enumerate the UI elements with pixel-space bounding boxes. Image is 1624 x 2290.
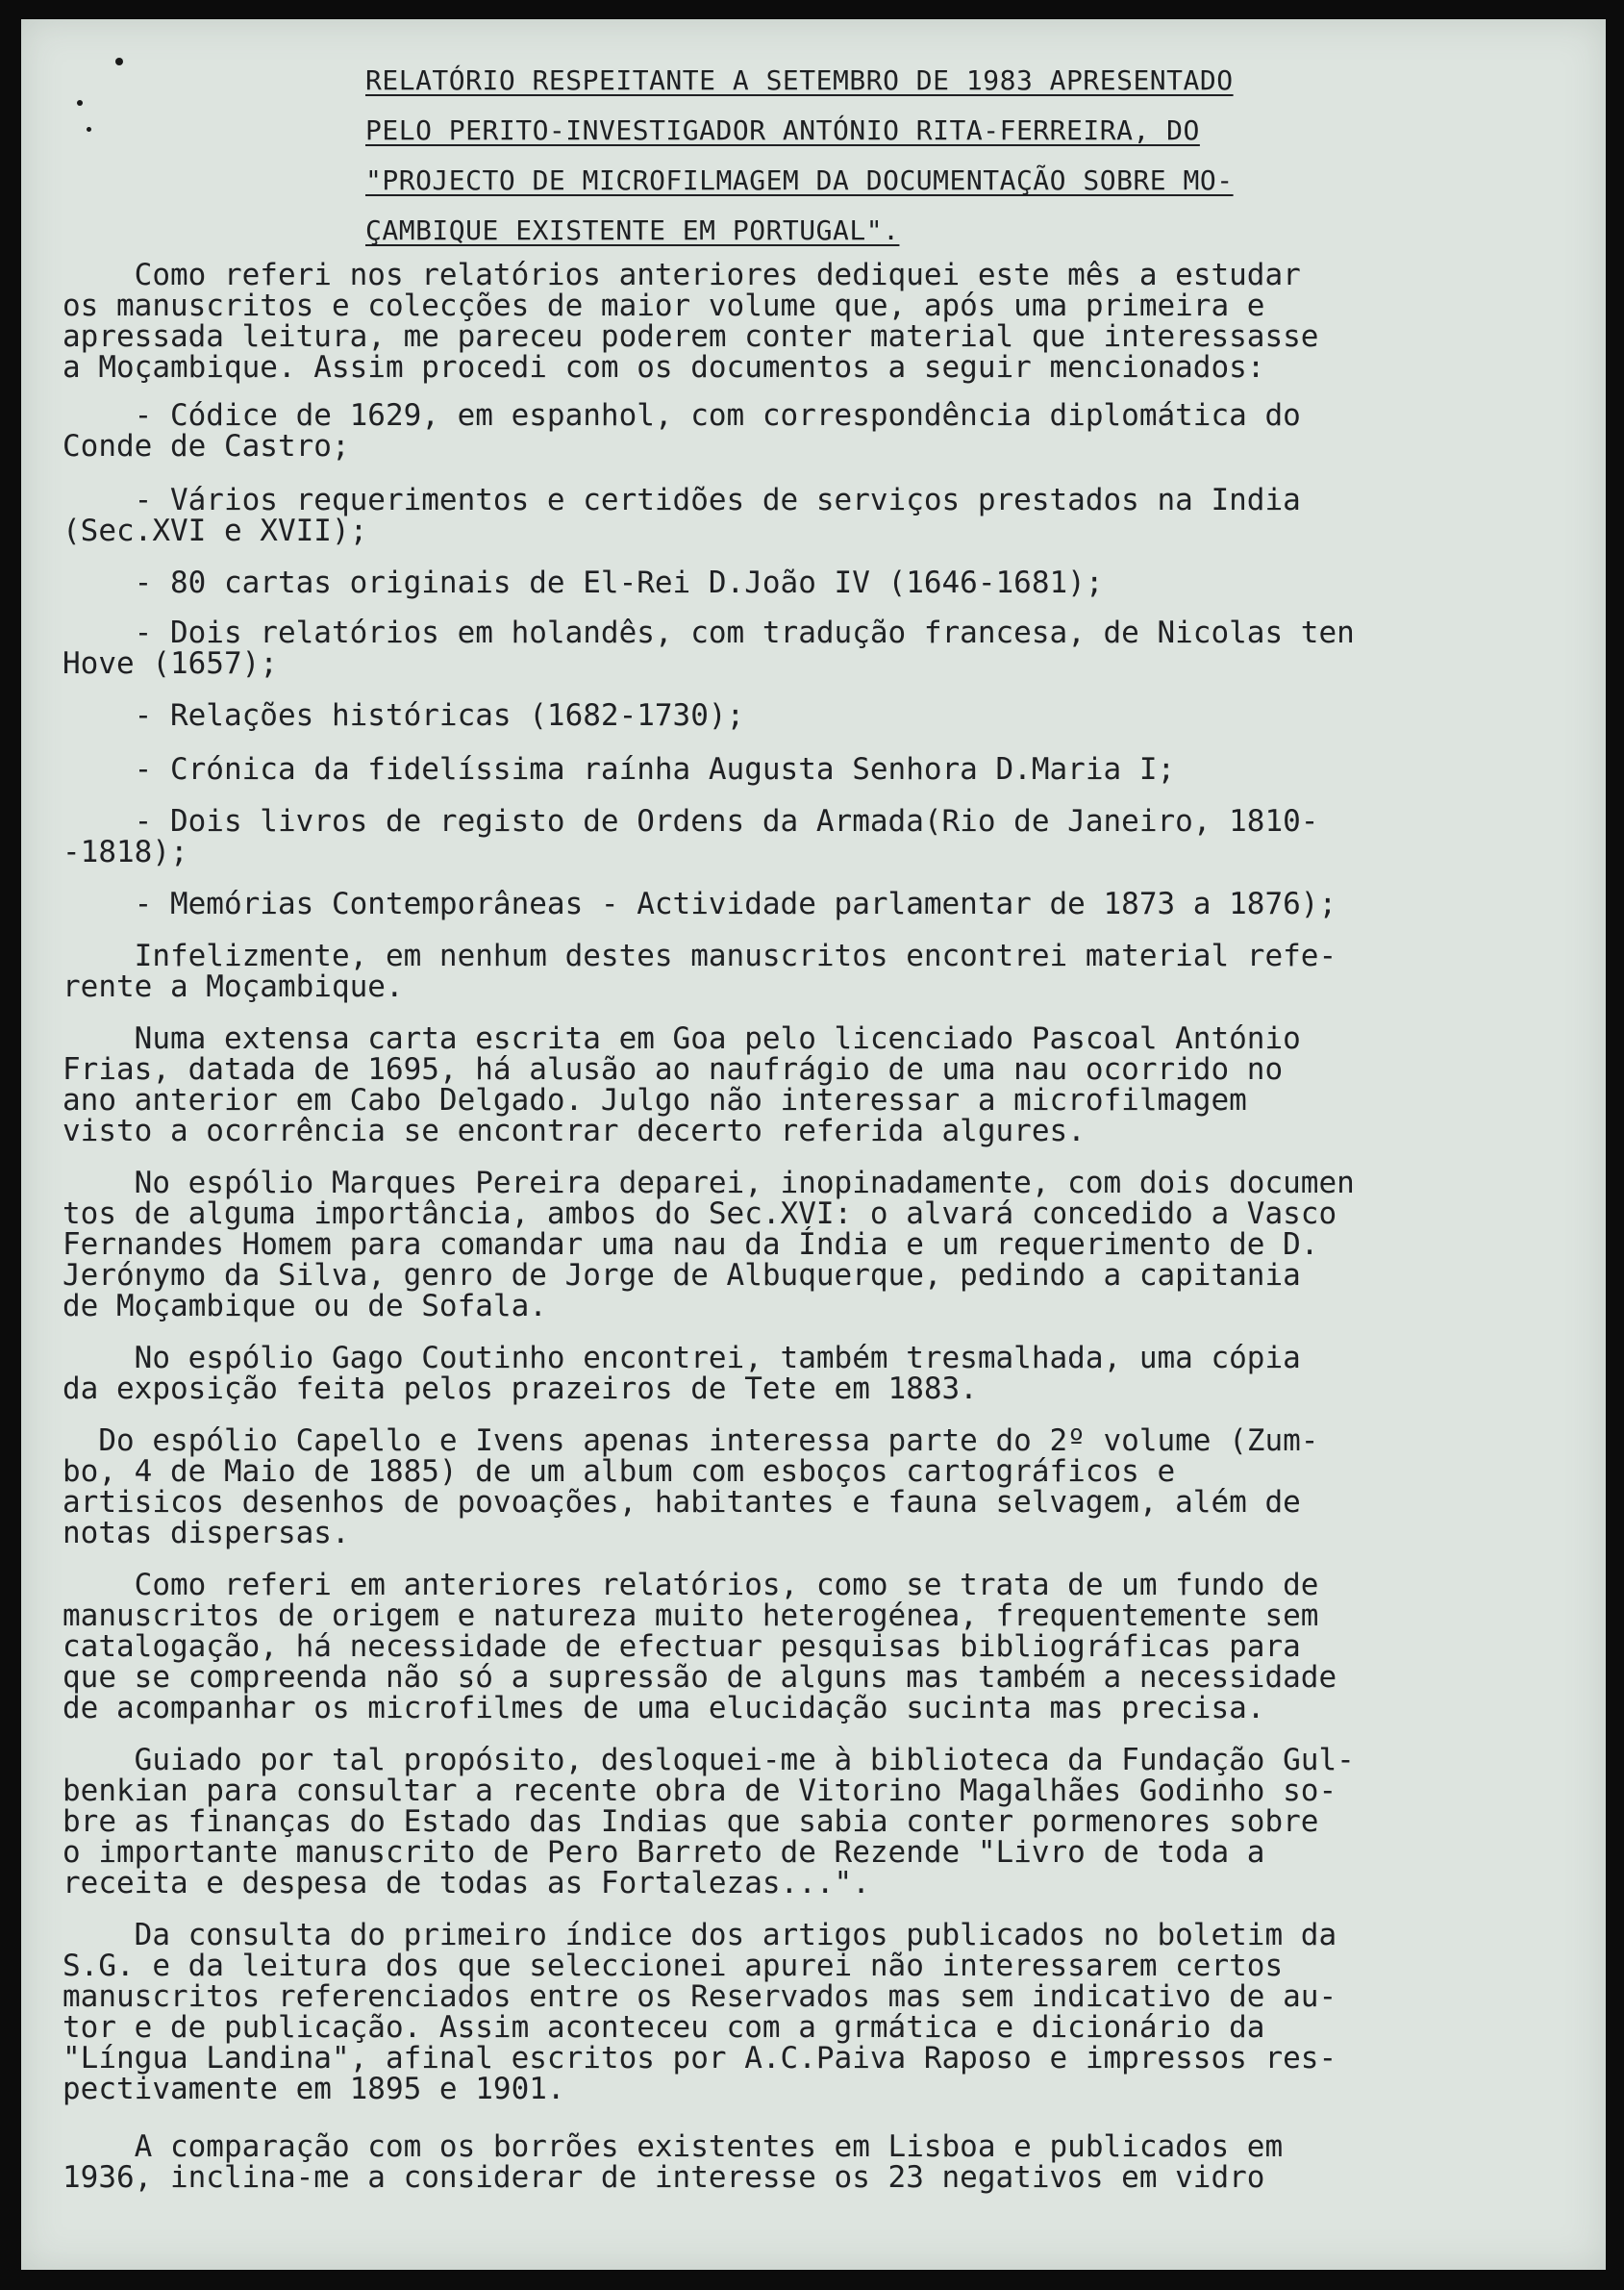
- ink-spot: [77, 100, 83, 106]
- text-line: tos de alguma importância, ambos do Sec.XVI: o alvará concedido a Vasco: [62, 1196, 1337, 1231]
- paragraph: [62, 258, 1582, 385]
- paragraph: [62, 804, 1582, 869]
- text-line: Conde de Castro;: [62, 429, 350, 464]
- paragraph: [62, 1423, 1582, 1550]
- text-line: "Língua Landina", afinal escritos por A.C.Paiva Raposo e impressos res-: [62, 2041, 1337, 2076]
- text-line: Frias, datada de 1695, há alusão ao naufrágio de uma nau ocorrido no: [62, 1052, 1284, 1087]
- text-line: os manuscritos e colecções de maior volume que, após uma primeira e: [62, 289, 1265, 323]
- text-line: a Moçambique. Assim procedi com os documentos a seguir mencionados:: [62, 350, 1265, 385]
- text-line: artisicos desenhos de povoações, habitantes e fauna selvagem, além de: [62, 1485, 1301, 1520]
- text-line: Como referi em anteriores relatórios, como se trata de um fundo de: [62, 1568, 1319, 1602]
- text-line: o importante manuscrito de Pero Barreto de Rezende "Livro de toda a: [62, 1835, 1265, 1870]
- text-line: No espólio Gago Coutinho encontrei, também tresmalhada, uma cópia: [62, 1341, 1301, 1375]
- text-line: catalogação, há necessidade de efectuar pesquisas bibliográficas para: [62, 1629, 1301, 1664]
- text-line: visto a ocorrência se encontrar decerto referida algures.: [62, 1114, 1086, 1148]
- text-line: pectivamente em 1895 e 1901.: [62, 2072, 565, 2106]
- text-line: receita e despesa de todas as Fortalezas...".: [62, 1866, 870, 1900]
- ink-spot: [87, 127, 91, 132]
- paragraph: [62, 566, 1582, 600]
- paragraph: [62, 887, 1582, 921]
- text-line: (Sec.XVI e XVII);: [62, 514, 368, 548]
- text-line: Da consulta do primeiro índice dos artigos publicados no boletim da: [62, 1918, 1337, 1952]
- report-body: [62, 258, 1582, 2202]
- text-line: manuscritos de origem e natureza muito heterogénea, frequentemente sem: [62, 1598, 1319, 1633]
- text-line: Como referi nos relatórios anteriores dediquei este mês a estudar: [62, 258, 1301, 292]
- text-line: benkian para consultar a recente obra de Vitorino Magalhães Godinho so-: [62, 1774, 1337, 1808]
- text-line: - Relações históricas (1682-1730);: [62, 698, 745, 733]
- text-line: Numa extensa carta escrita em Goa pelo licenciado Pascoal António: [62, 1021, 1301, 1056]
- text-line: de Moçambique ou de Sofala.: [62, 1289, 547, 1323]
- paragraph: [62, 752, 1582, 787]
- text-line: - Crónica da fidelíssima raínha Augusta Senhora D.Maria I;: [62, 752, 1176, 787]
- text-line: S.G. e da leitura dos que seleccionei apurei não interessarem certos: [62, 1949, 1284, 1983]
- report-title: [365, 56, 1234, 256]
- text-line: No espólio Marques Pereira deparei, inopinadamente, com dois documen: [62, 1166, 1355, 1200]
- text-line: ano anterior em Cabo Delgado. Julgo não interessar a microfilmagem: [62, 1083, 1247, 1118]
- paragraph: [62, 1568, 1582, 1725]
- text-line: - Códice de 1629, em espanhol, com correspondência diplomática do: [62, 398, 1301, 433]
- title-line: ÇAMBIQUE EXISTENTE EM PORTUGAL".: [365, 214, 900, 246]
- paragraph: [62, 1166, 1582, 1323]
- text-line: -1818);: [62, 835, 188, 869]
- paragraph: [62, 939, 1582, 1004]
- text-line: Infelizmente, em nenhum destes manuscritos encontrei material refe-: [62, 939, 1337, 973]
- paragraph: [62, 1743, 1582, 1900]
- paragraph: [62, 1021, 1582, 1148]
- paragraph: [62, 616, 1582, 681]
- text-line: tor e de publicação. Assim aconteceu com a grmática e dicionário da: [62, 2010, 1265, 2045]
- text-line: - Dois livros de registo de Ordens da Armada(Rio de Janeiro, 1810-: [62, 804, 1319, 839]
- paragraph: [62, 483, 1582, 548]
- title-line: RELATÓRIO RESPEITANTE A SETEMBRO DE 1983 APRESENTADO: [365, 64, 1234, 96]
- ink-spot: [115, 58, 123, 65]
- text-line: Jerónymo da Silva, genro de Jorge de Albuquerque, pedindo a capitania: [62, 1258, 1301, 1293]
- paragraph: [62, 1918, 1582, 2106]
- text-line: - Dois relatórios em holandês, com tradução francesa, de Nicolas ten: [62, 616, 1355, 650]
- text-line: que se compreenda não só a supressão de alguns mas também a necessidade: [62, 1660, 1337, 1695]
- paragraph: [62, 398, 1582, 464]
- text-line: Hove (1657);: [62, 646, 278, 681]
- paragraph: [62, 1341, 1582, 1406]
- text-line: - Vários requerimentos e certidões de serviços prestados na India: [62, 483, 1301, 517]
- text-line: da exposição feita pelos prazeiros de Tete em 1883.: [62, 1371, 978, 1406]
- text-line: - 80 cartas originais de El-Rei D.João IV (1646-1681);: [62, 566, 1104, 600]
- text-line: Fernandes Homem para comandar uma nau da Índia e um requerimento de D.: [62, 1227, 1319, 1262]
- text-line: - Memórias Contemporâneas - Actividade parlamentar de 1873 a 1876);: [62, 887, 1337, 921]
- paragraph: [62, 2129, 1582, 2195]
- text-line: notas dispersas.: [62, 1516, 350, 1550]
- text-line: A comparação com os borrões existentes em Lisboa e publicados em: [62, 2129, 1284, 2164]
- text-line: bre as finanças do Estado das Indias que sabia conter pormenores sobre: [62, 1804, 1319, 1839]
- text-line: Guiado por tal propósito, desloquei-me à biblioteca da Fundação Gul-: [62, 1743, 1355, 1777]
- text-line: Do espólio Capello e Ivens apenas interessa parte do 2º volume (Zum-: [62, 1423, 1319, 1458]
- text-line: 1936, inclina-me a considerar de interesse os 23 negativos em vidro: [62, 2160, 1265, 2195]
- text-line: manuscritos referenciados entre os Reservados mas sem indicativo de au-: [62, 1979, 1337, 2014]
- text-line: bo, 4 de Maio de 1885) de um album com esboços cartográficos e: [62, 1454, 1176, 1489]
- title-line: PELO PERITO-INVESTIGADOR ANTÓNIO RITA-FERREIRA, DO: [365, 114, 1200, 146]
- text-line: apressada leitura, me pareceu poderem conter material que interessasse: [62, 319, 1319, 354]
- paragraph: [62, 698, 1582, 733]
- text-line: rente a Moçambique.: [62, 969, 404, 1004]
- title-line: "PROJECTO DE MICROFILMAGEM DA DOCUMENTAÇÃO SOBRE MO-: [365, 164, 1234, 196]
- text-line: de acompanhar os microfilmes de uma elucidação sucinta mas precisa.: [62, 1691, 1265, 1725]
